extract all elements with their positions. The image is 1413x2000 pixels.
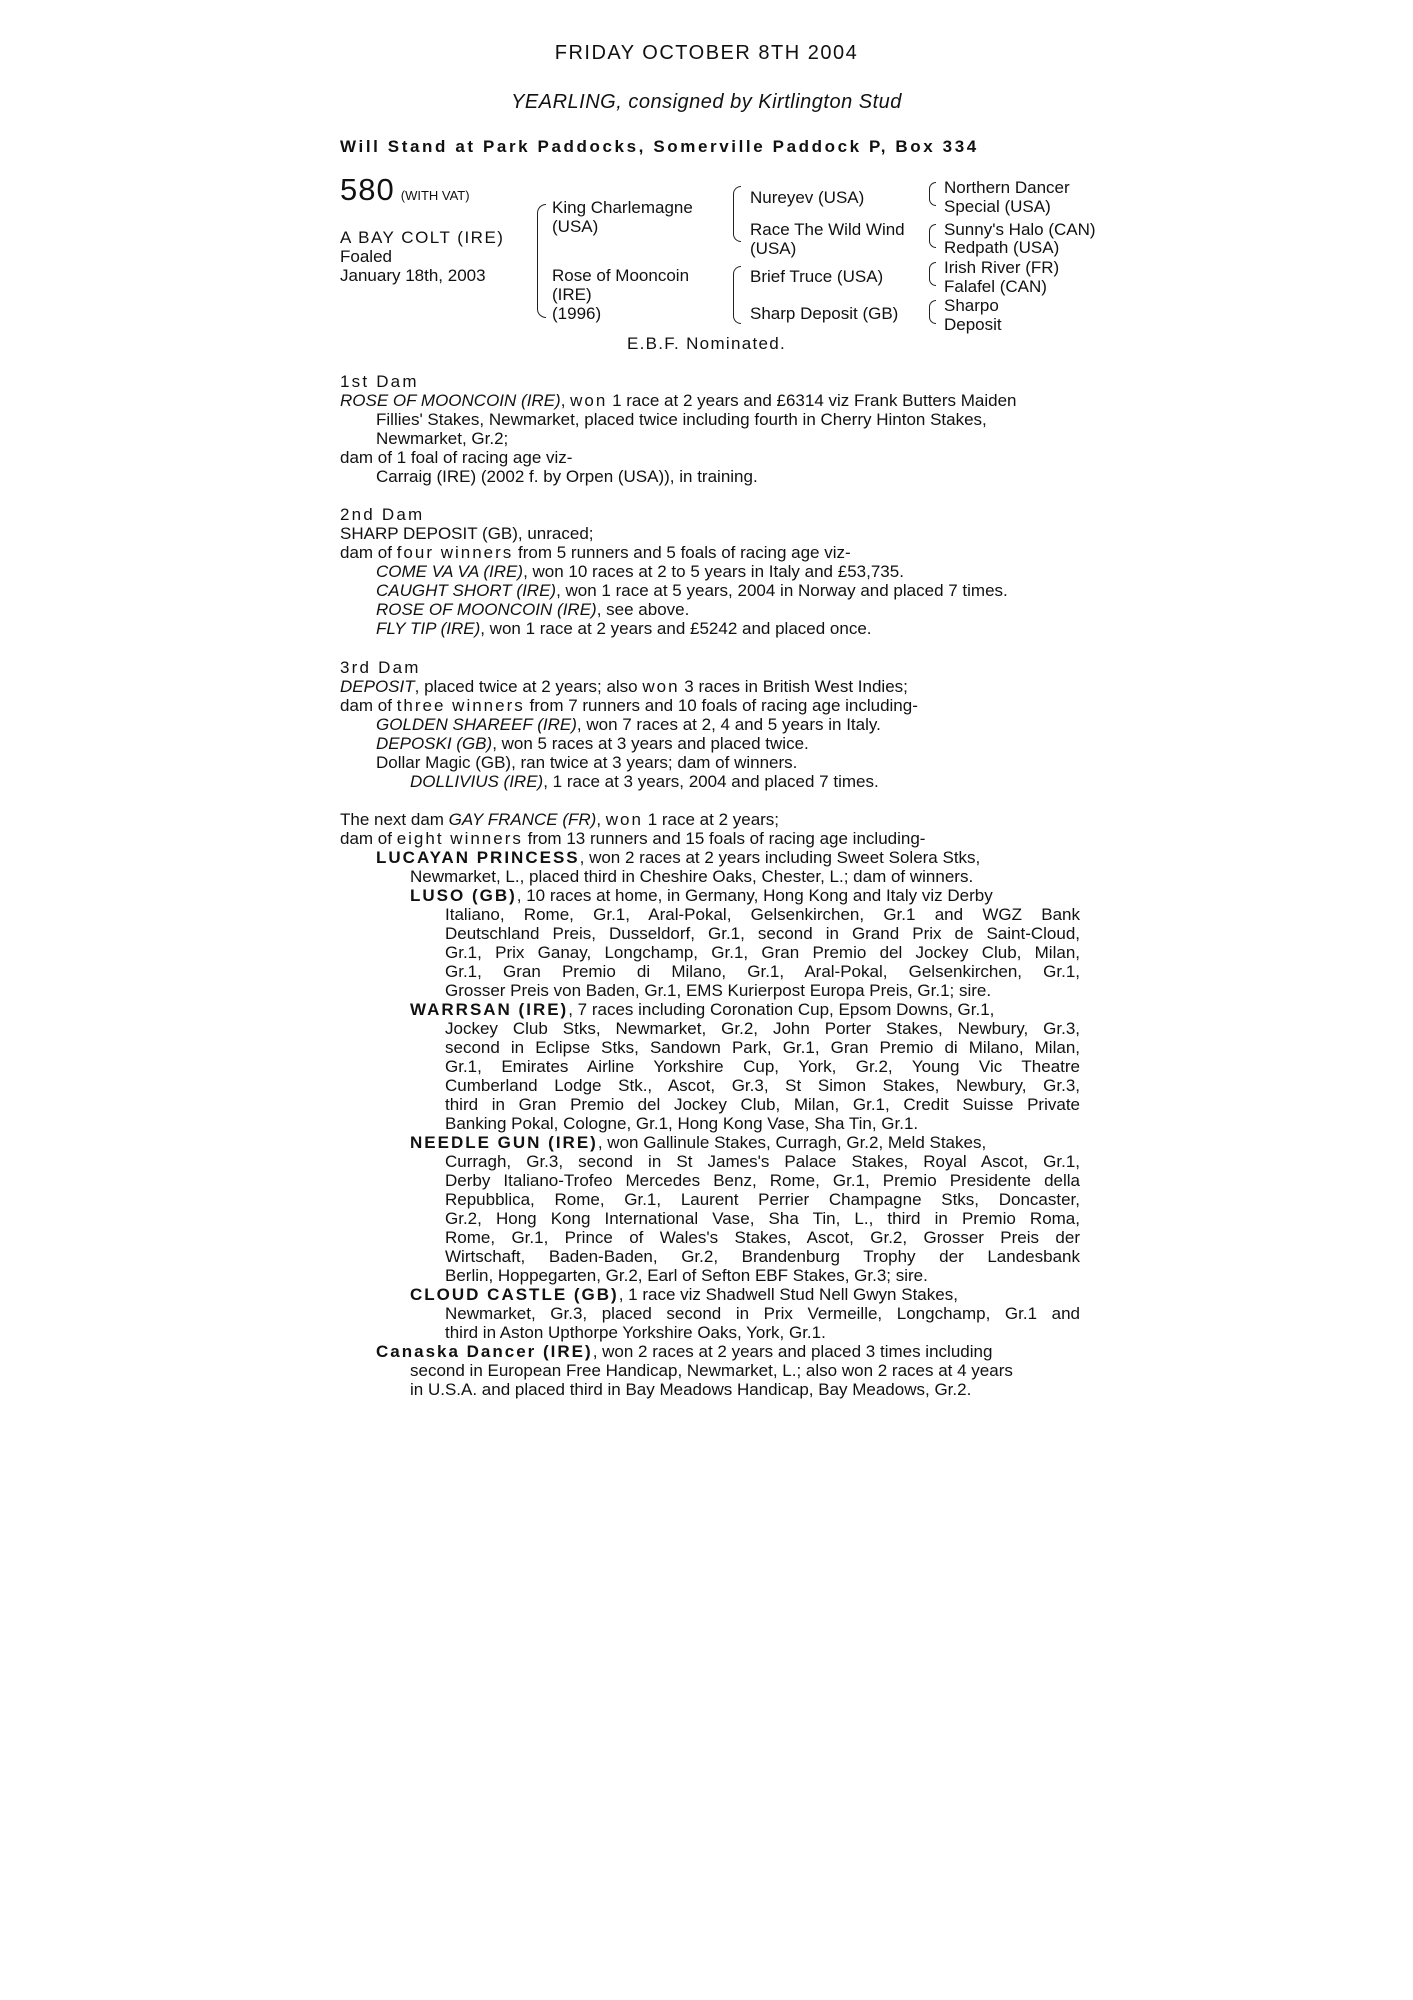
text: 1 race at 2 years;: [642, 810, 780, 829]
third-dam-line: [340, 677, 1080, 696]
third-dam-line: [340, 734, 1080, 753]
granddam-3: Falafel (CAN): [944, 277, 1047, 296]
horse-name: DOLLIVIUS (IRE): [410, 772, 544, 791]
first-dam-line: ROSE OF MOONCOIN (IRE), won 1 race at 2 years and £6314 viz Frank Butters Maiden: [340, 391, 1017, 410]
horse-name: GAY FRANCE (FR): [448, 810, 597, 829]
first-dam-section: [340, 372, 1080, 486]
dam-line-1: Rose of Mooncoin: [552, 266, 690, 285]
grandsire-2: Sunny's Halo (CAN): [944, 220, 1096, 239]
offspring-line: [340, 1285, 1080, 1304]
race-text: 1 race at 2 years and £6314 viz Frank Butters Maiden: [607, 391, 1017, 410]
horse-name: LUCAYAN PRINCESS: [376, 848, 580, 867]
horse-name: LUSO (GB): [410, 886, 517, 905]
offspring-line: Curragh, Gr.3, second in St James's Palace Stakes, Royal Ascot, Gr.1,: [445, 1152, 1080, 1171]
first-dam-line: Carraig (IRE) (2002 f. by Orpen (USA)), in training.: [376, 467, 758, 486]
second-dam-line: [340, 543, 1080, 562]
sire-dam-line-2: (USA): [750, 239, 797, 258]
text: ; dam of winners.: [843, 867, 974, 886]
horse-name: FLY TIP (IRE): [376, 619, 481, 638]
offspring-line: Gr.1, Prix Ganay, Longchamp, Gr.1, Gran Premio del Jockey Club, Milan,: [445, 943, 1080, 962]
sire-sire-name: Nureyev (USA): [750, 188, 865, 207]
dam-name: [552, 266, 689, 323]
pedigree-brace-sire: [733, 186, 741, 242]
offspring-line: [340, 867, 1080, 886]
offspring-line: third in Aston Upthorpe Yorkshire Oaks, York, Gr.1.: [445, 1323, 826, 1342]
granddam-1: Special (USA): [944, 197, 1051, 216]
first-dam-line: [340, 429, 1080, 448]
text: , 10 races at home, in Germany, Hong Kong and Italy viz Derby: [516, 886, 993, 905]
offspring-line: [340, 886, 1080, 905]
offspring-line: in U.S.A. and placed third in Bay Meadows Handicap, Bay Meadows, Gr.2.: [410, 1380, 972, 1399]
text: , won 10 races at 2 to 5 years in Italy and £53,735.: [523, 562, 904, 581]
dam-sire-name: Brief Truce (USA): [750, 267, 884, 286]
text: , 1 race viz Shadwell Stud Nell Gwyn Stakes,: [618, 1285, 958, 1304]
granddam-2: Redpath (USA): [944, 238, 1060, 257]
horse-name: CLOUD CASTLE (GB): [410, 1285, 619, 1304]
offspring-line: Repubblica, Rome, Gr.1, Laurent Perrier Champagne Stks, Doncaster,: [445, 1190, 1080, 1209]
text: , won 2 races at 2 years including Sweet Solera Stks,: [579, 848, 981, 867]
dam-dam-name: Sharp Deposit (GB): [750, 304, 899, 323]
pedigree-brace-g1: [929, 182, 936, 206]
text: , placed third in Cheshire Oaks, Chester,: [519, 867, 830, 886]
pedigree-brace-dam: [733, 266, 741, 324]
second-dam-line: SHARP DEPOSIT (GB), unraced;: [340, 524, 594, 543]
horse-name: COME VA VA (IRE): [376, 562, 524, 581]
won-text: won: [570, 391, 608, 410]
winners-text: eight winners: [396, 829, 523, 848]
text: dam of: [340, 696, 397, 715]
second-dam-line: [340, 562, 1080, 581]
ebf-nominated: E.B.F. Nominated.: [626, 334, 787, 353]
grandsire-4: Sharpo: [944, 296, 999, 315]
grade-text: Gr.2: [471, 429, 504, 448]
text: , won 2 races at 2 years and placed 3 times including: [592, 1342, 993, 1361]
offspring-line: second in European Free Handicap, Newmarket, L.; also won 2 races at 4 years: [410, 1361, 1013, 1380]
dam-name: ROSE OF MOONCOIN (IRE): [340, 391, 561, 410]
second-dam-heading: 2nd Dam: [340, 505, 425, 524]
text: from 7 runners and 10 foals of racing age including-: [524, 696, 918, 715]
text: , 7 races including Coronation Cup, Epsom Downs, Gr.1,: [568, 1000, 995, 1019]
text: The next dam: [340, 810, 449, 829]
first-dam-line: dam of 1 foal of racing age viz-: [340, 448, 573, 467]
offspring-line: Jockey Club Stks, Newmarket, Gr.2, John Porter Stakes, Newbury, Gr.3,: [445, 1019, 1080, 1038]
sire-name: [552, 198, 693, 236]
sire-dam-name: [750, 220, 905, 258]
text: , won 5 races at 3 years and placed twice.: [492, 734, 809, 753]
text: Newmarket,: [410, 867, 506, 886]
horse-name: GOLDEN SHAREEF (IRE): [376, 715, 577, 734]
granddam-4: Deposit: [944, 315, 1002, 334]
text: from 13 runners and 15 foals of racing age including-: [522, 829, 926, 848]
second-dam-line: [340, 600, 1080, 619]
offspring-line: Gr.1, Emirates Airline Yorkshire Cup, York, Gr.2, Young Vic Theatre: [445, 1057, 1080, 1076]
pedigree-brace-g2: [929, 224, 936, 248]
horse-name: ROSE OF MOONCOIN (IRE): [376, 600, 597, 619]
horse-name: Canaska Dancer (IRE): [376, 1342, 593, 1361]
horse-name: WARRSAN (IRE): [410, 1000, 569, 1019]
race-text: Newmarket,: [376, 429, 472, 448]
text: , 1 race at 3 years, 2004 and placed 7 times.: [543, 772, 879, 791]
offspring-line: Newmarket, Gr.3, placed second in Prix Vermeille, Longchamp, Gr.1 and: [445, 1304, 1080, 1323]
won-text: won: [642, 677, 680, 696]
offspring-line: Berlin, Hoppegarten, Gr.2, Earl of Sefton EBF Stakes, Gr.3; sire.: [445, 1266, 928, 1285]
lot-number: [340, 172, 470, 207]
sale-date: FRIDAY OCTOBER 8TH 2004: [554, 42, 859, 64]
vat-note: (WITH VAT): [400, 188, 470, 203]
text: , see above.: [596, 600, 690, 619]
first-dam-heading: 1st Dam: [340, 372, 419, 391]
third-dam-line: Dollar Magic (GB), ran twice at 3 years; dam of winners.: [376, 753, 798, 772]
foaled-label: Foaled: [340, 247, 392, 266]
sire-line-1: King Charlemagne: [552, 198, 693, 217]
offspring-line: [340, 848, 1080, 867]
horse-name: DEPOSKI (GB): [376, 734, 493, 753]
offspring-line: Derby Italiano-Trofeo Mercedes Benz, Rome, Gr.1, Premio Presidente della: [445, 1171, 1080, 1190]
grade-text: L.: [829, 867, 844, 886]
next-dam-section: [340, 810, 1080, 1399]
stand-location: Will Stand at Park Paddocks, Somerville Paddock P, Box 334: [340, 137, 979, 156]
offspring-line: [340, 1000, 1080, 1019]
text: , placed twice at 2 years; also: [414, 677, 643, 696]
horse-name: NEEDLE GUN (IRE): [410, 1133, 598, 1152]
offspring-line: Italiano, Rome, Gr.1, Aral-Pokal, Gelsenkirchen, Gr.1 and WGZ Bank: [445, 905, 1080, 924]
grandsire-1: Northern Dancer: [944, 178, 1070, 197]
offspring-line: Deutschland Preis, Dusseldorf, Gr.1, second in Grand Prix de Saint-Cloud,: [445, 924, 1080, 943]
text: , won 1 race at 2 years and £5242 and placed once.: [480, 619, 872, 638]
third-dam-heading: 3rd Dam: [340, 658, 421, 677]
offspring-line: Gr.1, Gran Premio di Milano, Gr.1, Aral-Pokal, Gelsenkirchen, Gr.1,: [445, 962, 1080, 981]
second-dam-section: [340, 505, 1080, 638]
horse-description: A BAY COLT (IRE): [340, 228, 505, 247]
offspring-line: Wirtschaft, Baden-Baden, Gr.2, Brandenburg Trophy der Landesbank: [445, 1247, 1080, 1266]
offspring-line: Banking Pokal, Cologne, Gr.1, Hong Kong Vase, Sha Tin, Gr.1.: [445, 1114, 919, 1133]
text: dam of: [340, 829, 397, 848]
text: , won 7 races at 2, 4 and 5 years in Italy.: [576, 715, 881, 734]
second-dam-line: [340, 619, 1080, 638]
offspring-line: Gr.2, Hong Kong International Vase, Sha Tin, L., third in Premio Roma,: [445, 1209, 1080, 1228]
horse-name: CAUGHT SHORT (IRE): [376, 581, 557, 600]
offspring-line: third in Gran Premio del Jockey Club, Milan, Gr.1, Credit Suisse Private: [445, 1095, 1080, 1114]
pedigree-brace-g3: [929, 262, 936, 286]
offspring-line: Grosser Preis von Baden, Gr.1, EMS Kurierpost Europa Preis, Gr.1; sire.: [445, 981, 992, 1000]
offspring-line: Rome, Gr.1, Prince of Wales's Stakes, Ascot, Gr.2, Grosser Preis der: [445, 1228, 1080, 1247]
text: ,: [596, 810, 606, 829]
text: 3 races in British West Indies;: [679, 677, 908, 696]
offspring-line: second in Eclipse Stks, Sandown Park, Gr.1, Gran Premio di Milano, Milan,: [445, 1038, 1080, 1057]
won-text: won: [605, 810, 643, 829]
third-dam-line: [340, 715, 1080, 734]
text: dam of: [340, 543, 397, 562]
offspring-line: Cumberland Lodge Stk., Ascot, Gr.3, St Simon Stakes, Newbury, Gr.3,: [445, 1076, 1080, 1095]
third-dam-line: [340, 696, 1080, 715]
lot-subtitle: YEARLING, consigned by Kirtlington Stud: [511, 91, 902, 113]
sire-line-2: (USA): [552, 217, 599, 236]
winners-text: four winners: [396, 543, 514, 562]
second-dam-line: [340, 581, 1080, 600]
text: , won Gallinule Stakes, Curragh, Gr.2, Meld Stakes,: [597, 1133, 987, 1152]
winners-text: three winners: [396, 696, 525, 715]
punct: ;: [503, 429, 509, 448]
third-dam-section: [340, 658, 1080, 791]
next-dam-line: [340, 810, 1080, 829]
third-dam-line: [340, 772, 1080, 791]
pedigree-brace-main: [537, 204, 546, 318]
foal-date: January 18th, 2003: [340, 266, 486, 285]
offspring-line: [340, 1133, 1080, 1152]
grandsire-3: Irish River (FR): [944, 258, 1060, 277]
lot-number-value: 580: [340, 172, 395, 207]
grade-text: L.: [505, 867, 520, 886]
horse-name: DEPOSIT: [340, 677, 415, 696]
dam-line-2: (IRE): [552, 285, 592, 304]
offspring-line: [340, 1342, 1080, 1361]
text: from 5 runners and 5 foals of racing age viz-: [513, 543, 851, 562]
pedigree-brace-g4: [929, 300, 936, 324]
sire-dam-line-1: Race The Wild Wind: [750, 220, 905, 239]
next-dam-line: [340, 829, 1080, 848]
first-dam-line: Fillies' Stakes, Newmarket, placed twice including fourth in Cherry Hinton Stakes,: [376, 410, 987, 429]
text: , won 1 race at 5 years, 2004 in Norway and placed 7 times.: [556, 581, 1008, 600]
dam-line-3: (1996): [552, 304, 602, 323]
